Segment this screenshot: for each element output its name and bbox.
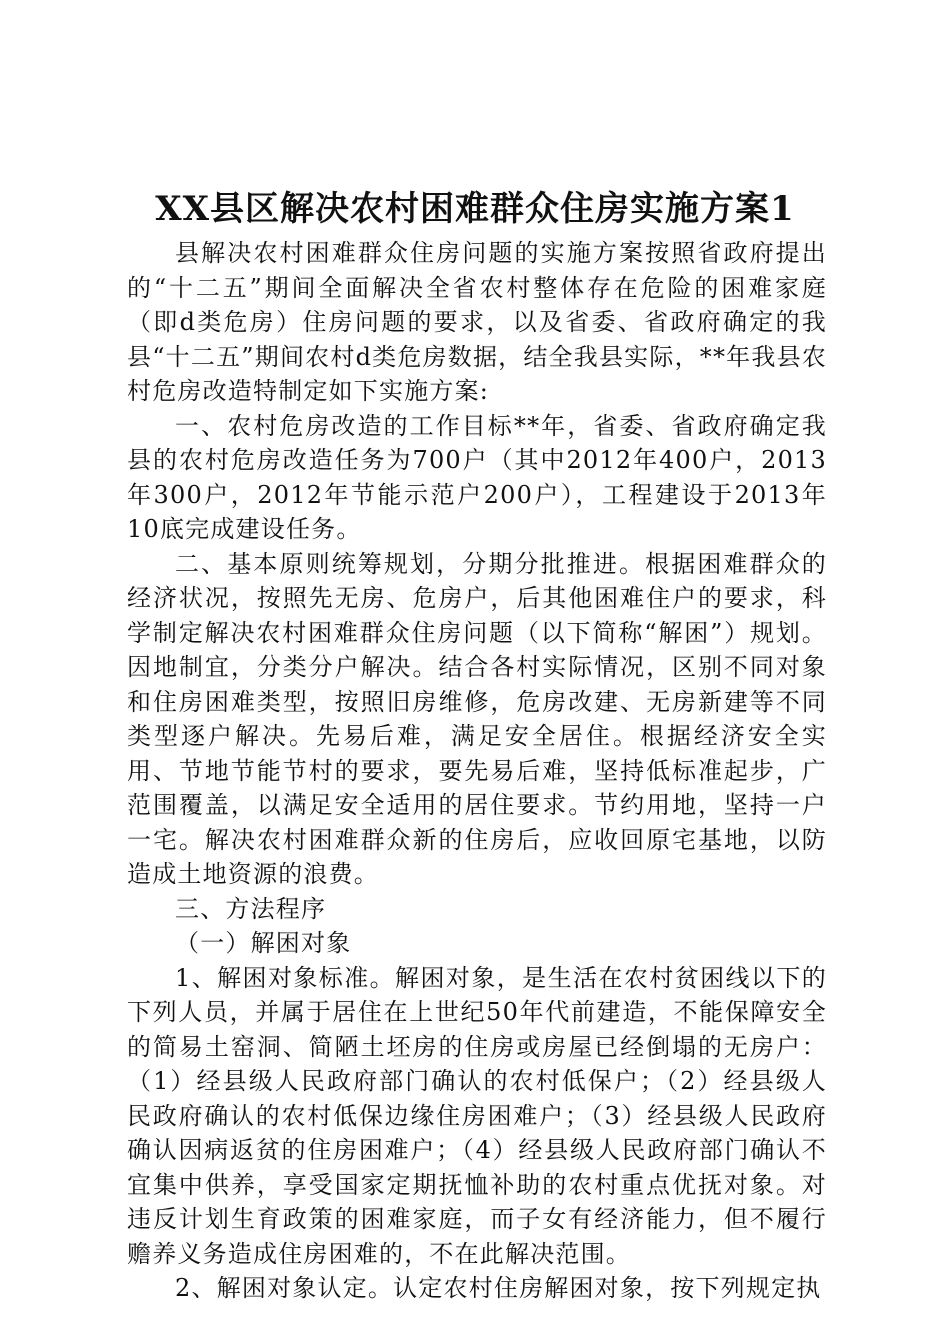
heading-subsection-1-targets: （一）解困对象 [175,929,352,957]
paragraph-section-1-goal: 一、农村危房改造的工作目标**年，省委、省政府确定我县的农村危房改造任务为700户（其中2012年400户，2013年300户，2012年节能示范户200户），工程建设于2013年10底完成建设任务。 [127,411,827,543]
paragraph-intro: 县解决农村困难群众住房问题的实施方案按照省政府提出的“十二五”期间全面解决全省农村整体存在危险的困难家庭（即d类危房）住房问题的要求，以及省委、省政府确定的我县“十二五”期间农村d类危房数据，结全我县实际，**年我县农村危房改造特制定如下实施方案: [127,239,827,405]
paragraph-target-identification: 2、解困对象认定。认定农村住房解困对象，按下列规定执 [175,1274,822,1302]
heading-section-3-procedure: 三、方法程序 [175,894,327,923]
document-body [127,236,827,1306]
paragraph-section-2-principles: 二、基本原则统筹规划，分期分批推进。根据困难群众的经济状况，按照先无房、危房户，后其他困难住户的要求，科学制定解决农村困难群众住房问题（以下简称“解困”）规划。因地制宜，分类分户解决。结合各村实际情况，区别不同对象和住房困难类型，按照旧房维修，危房改建、无房新建等不同类型逐户解决。先易后难，满足安全居住。根据经济安全实用、节地节能节村的要求，要先易后难，坚持低标准起步，广范围覆盖，以满足安全适用的居住要求。节约用地，坚持一户一宅。解决农村困难群众新的住房后，应收回原宅基地，以防造成土地资源的浪费。 [127,549,827,888]
paragraph-target-criteria: 1、解困对象标准。解困对象，是生活在农村贫困线以下的下列人员，并属于居住在上世纪50年代前建造，不能保障安全的简易土窑洞、简陋土坯房的住房或房屋已经倒塌的无房户：（1）经县级人民政府部门确认的农村低保户；（2）经县级人民政府确认的农村低保边缘住房困难户；（3）经县级人民政府确认因病返贫的住房困难户；（4）经县级人民政府部门确认不宜集中供养，享受国家定期抚恤补助的农村重点优抚对象。对违反计划生育政策的困难家庭，而子女有经济能力，但不履行赡养义务造成住房困难的，不在此解决范围。 [127,963,827,1268]
document-title: XX县区解决农村困难群众住房实施方案1 [155,189,795,229]
